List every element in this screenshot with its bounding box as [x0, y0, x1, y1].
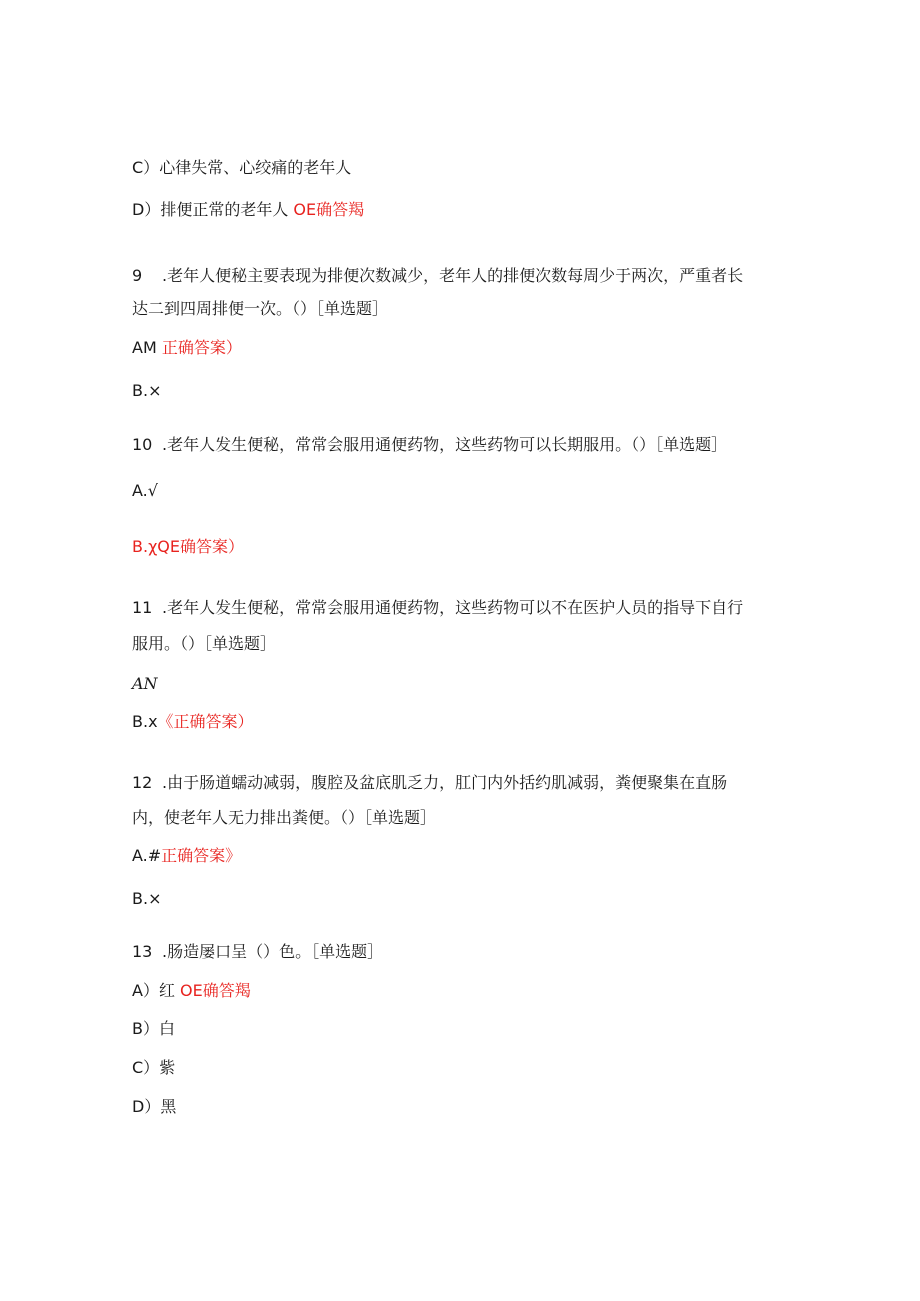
question-11-line-1: 11 .老年人发生便秘，常常会服用通便药物，这些药物可以不在医护人员的指导下自行 [132, 598, 744, 617]
answer-mark: 《正确答案） [157, 712, 254, 731]
answer-mark: OE确答羯 [293, 200, 365, 219]
question-13: 13 .肠造屡口呈（）色。［单选题］ [132, 942, 384, 961]
question-10-option-a: A.√ [132, 481, 158, 500]
question-9-line-2: 达二到四周排便一次。（）［单选题］ [132, 299, 389, 318]
question-number: 12 [132, 773, 153, 792]
question-number: 11 [132, 598, 153, 617]
question-13-option-a: A）红 OE确答羯 [132, 981, 251, 1000]
question-12-option-b: B.× [132, 889, 162, 908]
question-9-option-a: AM 正确答案） [132, 338, 242, 357]
question-12-option-a: A.#正确答案》 [132, 846, 242, 865]
question-12-line-2: 内，使老年人无力排出粪便。（）［单选题］ [132, 808, 437, 827]
question-9-option-b: B.× [132, 381, 162, 400]
question-number: 9 [132, 266, 143, 285]
answer-mark: 正确答案） [161, 338, 242, 357]
option-d-normal: D）排便正常的老年人 OE确答羯 [132, 200, 365, 219]
answer-mark: 正确答案》 [161, 846, 242, 865]
option-c-arrhythmia: C）心律失常、心绞痛的老年人 [132, 158, 352, 177]
question-11-option-a: AN [132, 674, 158, 693]
question-13-option-c: C）紫 [132, 1058, 176, 1077]
question-12-line-1: 12 .由于肠道蠕动减弱，腹腔及盆底肌乏力，肛门内外括约肌减弱，粪便聚集在直肠 [132, 773, 728, 792]
question-13-option-b: B）白 [132, 1019, 175, 1038]
question-11-line-2: 服用。（）［单选题］ [132, 634, 277, 653]
question-number: 13 [132, 942, 153, 961]
question-9-line-1: 9 .老年人便秘主要表现为排便次数减少，老年人的排便次数每周少于两次，严重者长 [132, 266, 744, 285]
question-11-option-b: B.x《正确答案） [132, 712, 254, 731]
question-13-option-d: D）黑 [132, 1097, 177, 1116]
answer-mark: OE确答羯 [180, 981, 251, 1000]
question-number: 10 [132, 435, 153, 454]
question-10-option-b [132, 537, 244, 557]
answer-mark: B.χQE确答案） [132, 537, 245, 556]
question-10: 10 .老年人发生便秘，常常会服用通便药物，这些药物可以长期服用。（）［单选题］ [132, 435, 728, 454]
